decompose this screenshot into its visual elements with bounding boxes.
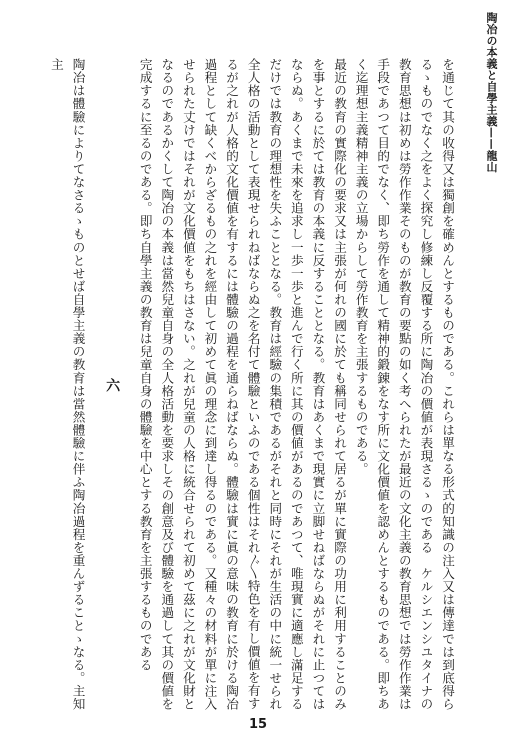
paragraph-2: 最近の教育の實際化の要求又は主張が何れの國に於ても稱同せられて居るが單に實際の功用に利用することのみを事とするに於ては教育の本義に反することとなる。教育はあくまで現實に立脚せねばならぬがそれに止つてはならぬ。あくまで未來を追求し一歩一歩と進んで行く所に其の價値があるのであつて、唯現實に適應し滿足するだけでは教育の理想性を失ふこととなる。教育は經驗の集積であるがそれと同時にそれが生活の中に統一せられ全人格の活動として表現せられねばならぬ之を名付て體驗といふのである個性はそれ〴〵特色を有し價値を有するが之れが人格的文化價値を有するには體驗の過程を通らねばならぬ。體驗は實に眞の意味の教育に於ける陶冶過程として缺くべからざるもの之れを經由して初めて眞の理念に到達し得るのである。又種々の材料が單に注入せられた丈けではそれが文化價値をもちはさない。之れが兒童の人格に統合せられて初めて茲に之れが文化財となるのであるかくして陶冶の本義は當然兒童自身の全人格活動を要求しその創意及び體驗を通過して其の價値を完成するに至るのである。即ち自學主義の教育は兒童自身の體驗を中心とする教育を主張するものである [137, 58, 348, 711]
paragraph-1: を通じて其の收得又は獨創を確めんとするものである。これらは單なる形式的知識の注入又は傳達では到底得らるゝものでなく之をよく探究し修練し反覆する所に陶冶の價値が表現さるゝのである ケルシエンシユタイナの教育思想は初めは勞作作業そのものが教育の要點の如く考へられたが最近の文化主義の教育思想では勞作作業は手段であつて目的でなく、即ち勞作を通して精神的鍛錬をなす所に文化價値を認めんとするものである。即ちあく迄理想主義精神主義の立場からして勞作教育を主張するものである。 [353, 58, 455, 711]
section-heading: 六 [104, 377, 121, 393]
paragraph-3: 陶冶は體驗によりてなさるゝものとせば自學主義の教育は當然體驗に伴ふ陶冶過程を重んずることゝなる。主知主 [48, 58, 86, 711]
page-number: 15 [248, 717, 268, 732]
running-header: 陶冶の本義と自學主義——龍山 [485, 12, 498, 173]
body-text [28, 58, 458, 712]
